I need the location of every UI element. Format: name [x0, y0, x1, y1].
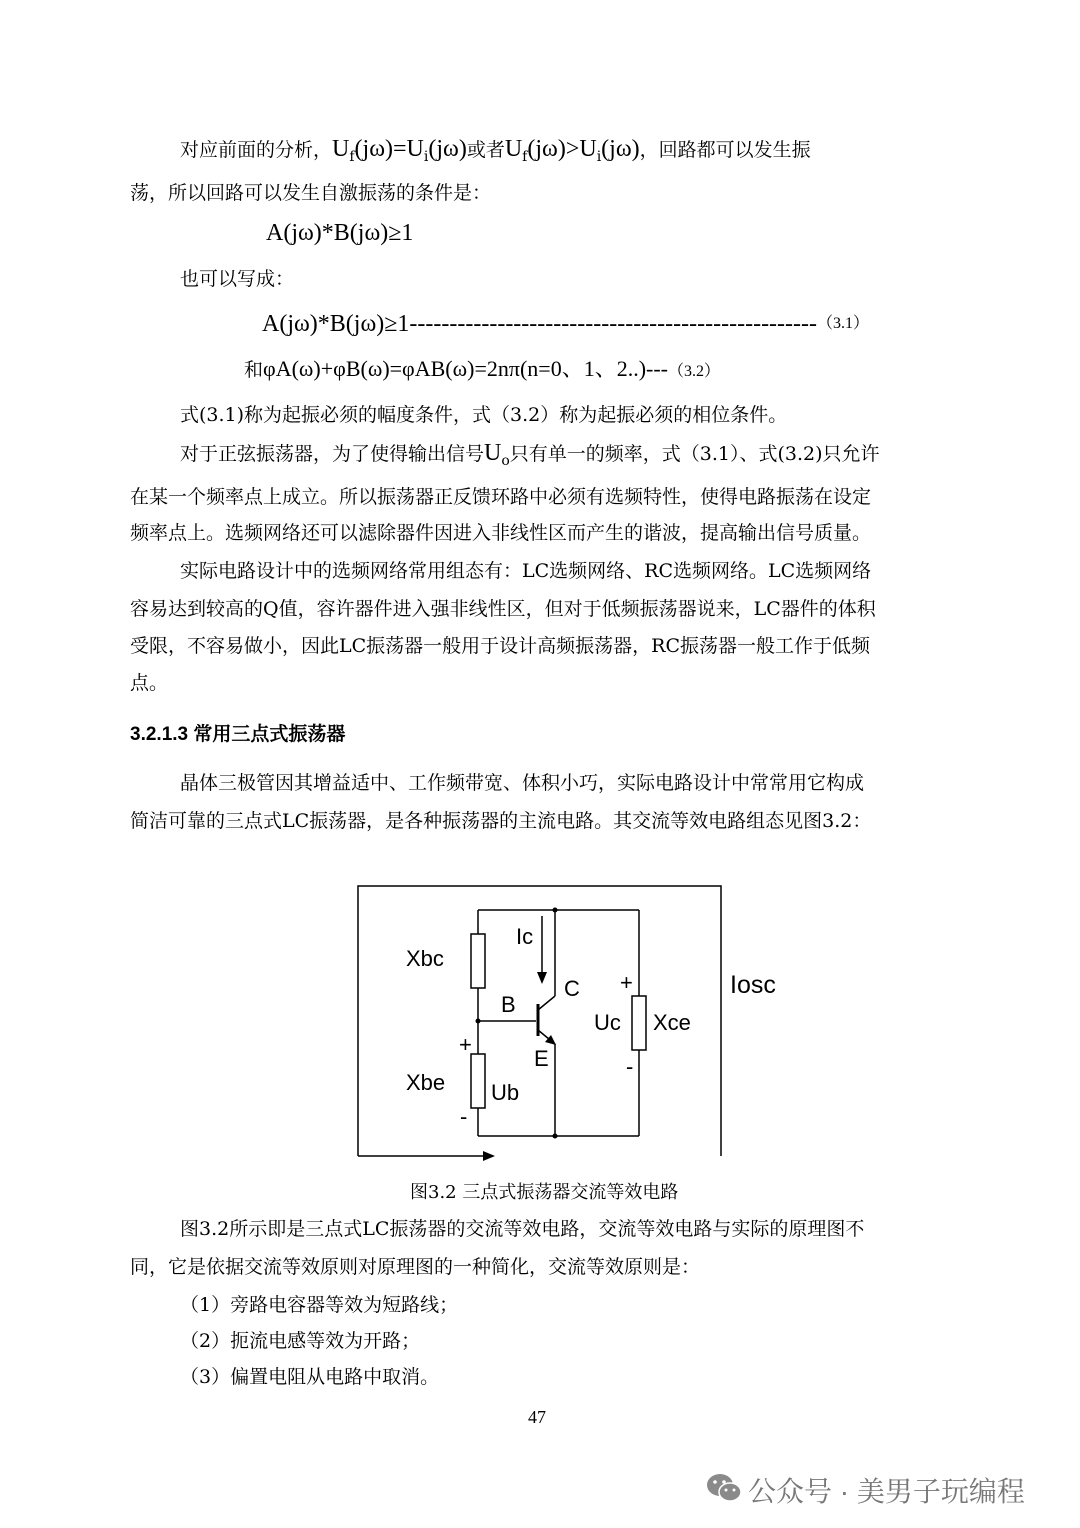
wechat-icon: [706, 1472, 742, 1504]
ub-label: Ub: [491, 1080, 520, 1105]
b-label: B: [501, 992, 516, 1017]
paragraph-line: [180, 558, 871, 584]
text: 实际电路设计中的选频网络常用组态有：LC选频网络、RC选频网络。LC选频网络: [180, 560, 872, 582]
text: 也可以写成：: [180, 268, 295, 290]
xce-label: Xce: [653, 1010, 691, 1035]
list-item: [180, 1328, 420, 1354]
formula-text: A(jω)*B(jω)≥1: [266, 220, 414, 246]
formula-3-2: [244, 354, 720, 387]
heading-text: 3.2.1.3 常用三点式振荡器: [130, 724, 346, 745]
list-item: [180, 1292, 458, 1318]
text: （2）扼流电感等效为开路；: [180, 1330, 421, 1352]
uc-label: Uc: [594, 1010, 621, 1035]
formula: [266, 218, 413, 248]
paragraph-line: [130, 670, 168, 696]
junction-dot: [553, 908, 558, 913]
formula-text: φA(ω)+φB(ω)=φAB(ω)=2nπ(n=0、1、2..)---: [263, 356, 668, 381]
text: i: [596, 148, 602, 165]
ic-label: Ic: [516, 924, 534, 949]
equation-number: （3.1）: [817, 315, 870, 332]
text: U: [484, 440, 502, 466]
text: 在某一个频率点上成立。所以振荡器正反馈环路中必须有选频特性，使得电路振荡在设定: [130, 486, 872, 508]
transistor-collector: [538, 996, 555, 1010]
ic-arrow-head: [537, 972, 547, 984]
paragraph-line: [130, 180, 491, 206]
iosc-text: [730, 972, 776, 998]
text: 受限，不容易做小，因此LC振荡器一般用于设计高频振荡器，RC振荡器一般工作于低频: [130, 635, 871, 657]
page-number: [528, 1404, 546, 1430]
paragraph-line: [130, 1254, 700, 1280]
text: i: [423, 148, 429, 165]
minus-c-label: -: [626, 1054, 634, 1079]
text: 点。: [130, 672, 169, 694]
text: 式(3.1)称为起振必须的幅度条件，式（3.2）称为起振必须的相位条件。: [180, 404, 788, 426]
plus-c-label: +: [620, 970, 633, 995]
text: 简洁可靠的三点式LC振荡器，是各种振荡器的主流电路。其交流等效电路组态见图3.2：: [130, 810, 872, 832]
text: （3）偏置电阻从电路中取消。: [180, 1366, 440, 1388]
paragraph-line: [180, 770, 864, 796]
watermark-text: [748, 1470, 1025, 1510]
paragraph-line: [180, 402, 787, 428]
text: 晶体三极管因其增益适中、工作频带宽、体积小巧，实际电路设计中常常用它构成: [180, 772, 865, 794]
xbc-label: Xbc: [406, 946, 444, 971]
junction-dot: [476, 1019, 481, 1024]
paragraph-line: [130, 484, 871, 510]
xbe-resistor: [471, 1054, 485, 1108]
paragraph-line: [130, 808, 871, 834]
paragraph-line: [180, 1216, 864, 1242]
paragraph-line: [180, 440, 880, 474]
section-heading: [130, 722, 345, 748]
equation-number: （3.2）: [668, 363, 721, 380]
text: U: [504, 136, 523, 162]
circuit-diagram: [356, 884, 726, 1166]
text: 荡，所以回路可以发生自激振荡的条件是：: [130, 182, 492, 204]
c-label: C: [564, 976, 580, 1001]
text: 容易达到较高的Q值，容许器件进入强非线性区，但对于低频振荡器说来，LC器件的体积: [130, 598, 876, 620]
paragraph-line: [130, 520, 871, 546]
paragraph-line: [130, 633, 870, 659]
text: 公众号 · 美男子玩编程: [748, 1476, 1025, 1507]
text: Iosc: [730, 971, 776, 999]
text: 同，它是依据交流等效原则对原理图的一种简化，交流等效原则是：: [130, 1256, 701, 1278]
paragraph-line: [180, 136, 811, 170]
xce-resistor: [632, 996, 646, 1050]
text: f: [522, 148, 528, 165]
iosc-arrow-head: [483, 1151, 495, 1161]
text: (jω): [601, 136, 640, 162]
text: 和: [244, 359, 264, 381]
text: 图3.2所示即是三点式LC振荡器的交流等效电路，交流等效电路与实际的原理图不: [180, 1218, 865, 1240]
text: (jω)>U: [527, 136, 597, 162]
text: (jω)=U: [354, 136, 424, 162]
xbe-label: Xbe: [406, 1070, 446, 1095]
figure-caption: [410, 1180, 678, 1206]
paragraph-line: [130, 596, 876, 622]
plus-b-label: +: [459, 1032, 472, 1057]
junction-dot: [553, 1134, 558, 1139]
text: 对于正弦振荡器，为了使得输出信号: [180, 443, 485, 465]
text: 频率点上。选频网络还可以滤除器件因进入非线性区而产生的谐波，提高输出信号质量。: [130, 522, 872, 544]
text: o: [501, 452, 510, 469]
text: U: [332, 136, 350, 162]
text: 或者: [466, 139, 505, 161]
paragraph-line: [180, 266, 294, 292]
e-label: E: [534, 1046, 549, 1071]
formula-3-1: [262, 306, 869, 339]
caption-text: 图3.2 三点式振荡器交流等效电路: [410, 1182, 679, 1203]
text: ，回路都可以发生振: [639, 139, 811, 161]
text: （1）旁路电容器等效为短路线；: [180, 1294, 459, 1316]
text: (jω): [428, 136, 467, 162]
text: 对应前面的分析，: [180, 139, 333, 161]
text: f: [349, 148, 355, 165]
text: 只有单一的频率，式（3.1）、式(3.2)只允许: [509, 443, 880, 465]
xbc-resistor: [471, 934, 485, 988]
formula-text: A(jω)*B(jω)≥1---------------------------------------------------: [262, 311, 818, 337]
minus-b-label: -: [460, 1104, 468, 1129]
list-item: [180, 1364, 439, 1390]
text: 47: [528, 1407, 546, 1427]
